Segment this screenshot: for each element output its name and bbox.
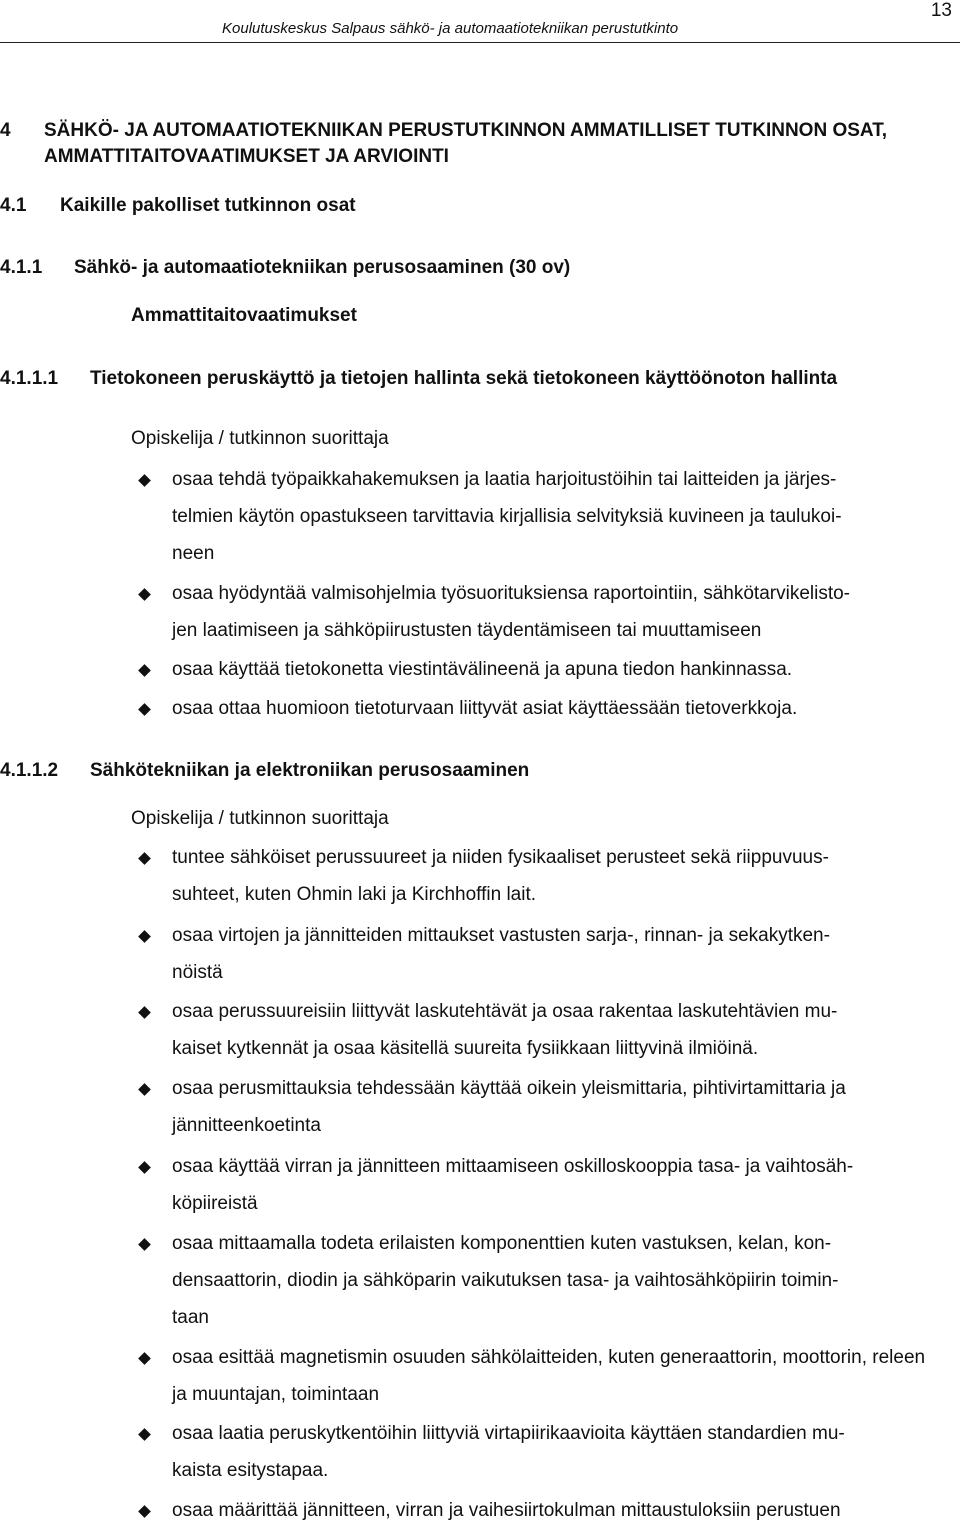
diamond-bullet-icon [138,474,151,487]
diamond-bullet-icon [138,1238,151,1251]
list-item-text: tuntee sähköiset perussuureet ja niiden fysikaaliset perusteet sekä riippuvuus- suhteet, kuten Ohmin laki ja Kirchhoffin lait. [172,847,829,905]
section-number: 4.1 [0,195,27,216]
diamond-bullet-icon [138,1352,151,1365]
section-title: SÄHKÖ- JA AUTOMAATIOTEKNIIKAN PERUSTUTKINNON AMMATILLISET TUTKINNON OSAT, AMMATTITAITOVAATIMUKSET JA ARVIOINTI [44,120,888,167]
page-number: 13 [930,0,952,21]
diamond-bullet-icon [138,1505,151,1518]
section-number: 4.1.1.1 [0,368,59,389]
lead-text: Opiskelija / tutkinnon suorittaja [131,428,389,449]
diamond-bullet-icon [138,1006,151,1019]
list-item-text: osaa perusmittauksia tehdessään käyttää oikein yleismittaria, pihtivirtamittaria ja jännitteenkoetinta [172,1078,846,1136]
diamond-bullet-icon [138,1428,151,1441]
diamond-bullet-icon [138,1083,151,1096]
list-item-text: osaa tehdä työpaikkahakemuksen ja laatia harjoitustöihin tai laitteiden ja järjes- telmien käytön opastukseen tarvittavia kirjallisia selvityksiä kuvineen ja taulukoi- neen [172,469,842,564]
list-item-text: osaa mittaamalla todeta erilaisten komponenttien kuten vastuksen, kelan, kon- densaattorin, diodin ja sähköparin vaikutuksen tasa- ja vaihtosähköpiirin toimin- taan [172,1233,839,1328]
diamond-bullet-icon [138,588,151,601]
running-header: Koulutuskeskus Salpaus sähkö- ja automaatiotekniikan perustutkinto [222,20,679,37]
list-item-text: osaa virtojen ja jännitteiden mittaukset vastusten sarja-, rinnan- ja sekakytken- nöistä [172,925,830,983]
subheading: Ammattitaitovaatimukset [131,305,357,326]
diamond-bullet-icon [138,664,151,677]
diamond-bullet-icon [138,930,151,943]
list-item-text: osaa perussuureisiin liittyvät laskutehtävät ja osaa rakentaa laskutehtävien mu- kaiset kytkennät ja osaa käsitellä suureita fysiikkaan liittyvinä ilmiöinä. [172,1001,838,1059]
section-number: 4.1.1.2 [0,760,59,781]
list-item-text: osaa määrittää jännitteen, virran ja vaihesiirtokulman mittaustuloksiin perustuen [172,1500,841,1521]
section-title: Sähkö- ja automaatiotekniikan perusosaaminen (30 ov) [74,257,571,278]
diamond-bullet-icon [138,703,151,716]
section-title: Tietokoneen peruskäyttö ja tietojen hallinta sekä tietokoneen käyttöönoton hallinta [90,368,838,389]
section-number: 4.1.1 [0,257,43,278]
list-item-text: osaa esittää magnetismin osuuden sähkölaitteiden, kuten generaattorin, moottorin, releen ja muuntajan, toimintaan [172,1347,926,1405]
list-item-text: osaa ottaa huomioon tietoturvaan liittyvät asiat käyttäessään tietoverkkoja. [172,698,798,719]
list-item-text: osaa käyttää virran ja jännitteen mittaamiseen oskilloskooppia tasa- ja vaihtosäh- köpiireistä [172,1156,854,1214]
section-number: 4 [0,120,11,141]
diamond-bullet-icon [138,852,151,865]
header-rule [0,42,960,43]
list-item-text: osaa laatia peruskytkentöihin liittyviä virtapiirikaavioita käyttäen standardien mu- kaista esitystapaa. [172,1423,845,1481]
section-title: Kaikille pakolliset tutkinnon osat [60,195,356,216]
diamond-bullet-icon [138,1161,151,1174]
list-item-text: osaa käyttää tietokonetta viestintävälineenä ja apuna tiedon hankinnassa. [172,659,793,680]
lead-text: Opiskelija / tutkinnon suorittaja [131,808,389,829]
list-item-text: osaa hyödyntää valmisohjelmia työsuorituksiensa raportointiin, sähkötarvikelisto- jen laatimiseen ja sähköpiirustusten täydentämiseen tai muuttamiseen [172,583,850,641]
section-title: Sähkötekniikan ja elektroniikan perusosaaminen [90,760,530,781]
